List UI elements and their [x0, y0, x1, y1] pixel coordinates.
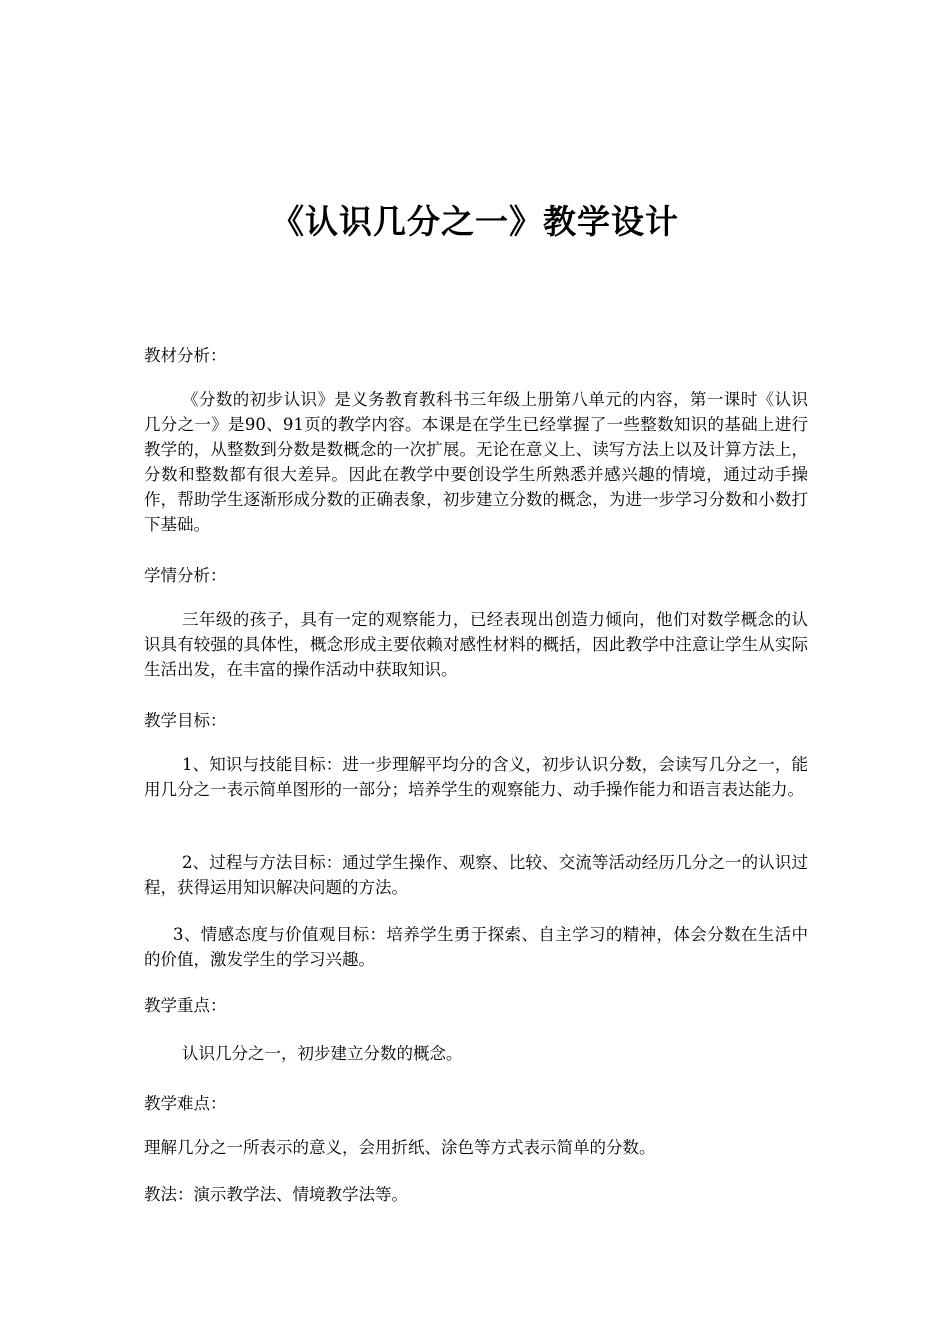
teaching-goals-heading: 教学目标： — [144, 711, 227, 730]
document-title: 《认识几分之一》教学设计 — [271, 202, 679, 241]
teaching-key-paragraph: 认识几分之一，初步建立分数的概念。 — [182, 1044, 463, 1063]
teaching-difficulty-heading: 教学难点： — [144, 1094, 227, 1113]
teaching-key-heading: 教学重点： — [144, 996, 227, 1015]
teaching-difficulty-paragraph: 理解几分之一所表示的意义，会用折纸、涂色等方式表示简单的分数。 — [144, 1138, 656, 1157]
teaching-goal-1: 1、知识与技能目标：进一步理解平均分的含义，初步认识分数，会读写几分之一，能用几分之一表示简单图形的一部分；培养学生的观察能力、动手操作能力和语言表达能力。 — [144, 755, 808, 799]
student-analysis-heading: 学情分析： — [144, 566, 227, 585]
teaching-goal-3: 3、情感态度与价值观目标：培养学生勇于探索、自主学习的精神，体会分数在生活中的价值，激发学生的学习兴趣。 — [144, 925, 808, 969]
material-analysis-paragraph: 《分数的初步认识》是义务教育教科书三年级上册第八单元的内容，第一课时《认识几分之一》是90、91页的教学内容。本课是在学生已经掌握了一些整数知识的基础上进行教学的，从整数到分数是数概念的一次扩展。无论在意义上、读写方法上以及计算方法上，分数和整数都有很大差异。因此在教学中要创设学生所熟悉并感兴趣的情境，通过动手操作，帮助学生逐渐形成分数的正确表象，初步建立分数的概念，为进一步学习分数和小数打下基础。 — [144, 390, 808, 534]
student-analysis-paragraph: 三年级的孩子，具有一定的观察能力，已经表现出创造力倾向，他们对数学概念的认识具有较强的具体性，概念形成主要依赖对感性材料的概括，因此教学中注意让学生从实际生活出发，在丰富的操作活动中获取知识。 — [144, 610, 808, 679]
teaching-goal-2: 2、过程与方法目标：通过学生操作、观察、比较、交流等活动经历几分之一的认识过程，获得运用知识解决问题的方法。 — [144, 853, 808, 897]
teaching-method-line: 教法：演示教学法、情境教学法等。 — [144, 1185, 408, 1204]
material-analysis-heading: 教材分析： — [144, 346, 227, 365]
